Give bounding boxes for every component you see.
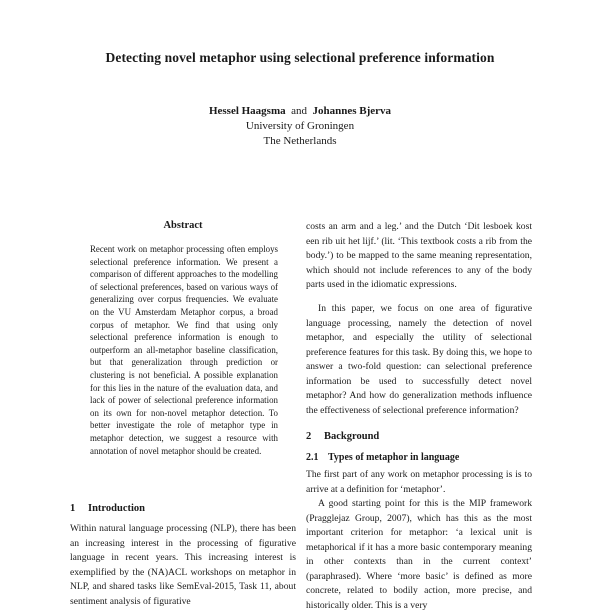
body-paragraph: The first part of any work on metaphor processing is is to arrive at a definition for ‘metaphor’. bbox=[306, 469, 532, 495]
paper-title: Detecting novel metaphor using selectional preference information bbox=[105, 50, 495, 65]
author-name: Hessel Haagsma bbox=[208, 105, 286, 117]
body-paragraph: In this paper, we focus on one area of figurative language processing, namely the detection of novel metaphor, and especially the utility of selectional preference features for this task. By doing this, we hope to answer a two-fold question: can selectional preference information be used to successfully detect novel metaphor? And how do generalization methods influence the effectiveness of selectional preference information? bbox=[306, 303, 532, 416]
subsection-title: Types of metaphor in language bbox=[328, 452, 460, 463]
author-country: The Netherlands bbox=[263, 135, 337, 147]
author-names bbox=[0, 104, 600, 119]
author-conjunction: and bbox=[291, 105, 308, 117]
subsection-number: 2.1 bbox=[306, 452, 319, 463]
author-block bbox=[0, 104, 600, 149]
subsection-heading bbox=[306, 452, 459, 463]
section-title: Introduction bbox=[88, 503, 145, 514]
author-affiliation: University of Groningen bbox=[245, 120, 355, 132]
introduction-paragraph: Within natural language processing (NLP), there has been an increasing interest in the processing of figurative language in recent years. This increasing interest is exemplified by the (NA)ACL workshops on metaphor in NLP, and shared tasks like SemEval-2015, Task 11, about sentiment analysis of figurative bbox=[70, 523, 296, 607]
section-number: 1 bbox=[70, 503, 76, 514]
body-paragraph: A good starting point for this is the MIP framework (Pragglejaz Group, 2007), which has this as the most important criterion for metaphor: ‘a lexical unit is metaphorical if it has a more basic contemporary meaning in other contexts than in the current context’ (paraphrased). Where ‘more basic’ is defined as more concrete, related to bodily action, more precise, and historically older. This is a very bbox=[306, 498, 532, 611]
author-name: Johannes Bjerva bbox=[312, 105, 392, 117]
abstract-heading: Abstract bbox=[163, 220, 203, 231]
body-paragraph: costs an arm and a leg.’ and the Dutch ‘Dit lesboek kost een rib uit het lijf.’ (lit. ‘This textbook costs a rib from the body.’) to be mapped to the same meaning representation, which should not include references to any of the body parts used in the idiomatic expressions. bbox=[306, 221, 532, 290]
section-number: 2 bbox=[306, 431, 312, 442]
section-heading-introduction bbox=[70, 503, 145, 514]
section-heading-background bbox=[306, 431, 379, 442]
section-title: Background bbox=[324, 431, 380, 442]
abstract-body: Recent work on metaphor processing often employs selectional preference information. We present a comparison of different approaches to the modelling of selectional preferences, based on various ways of generalizing over corpus frequencies. We evaluate on the VU Amsterdam Metaphor corpus, a broad corpus of metaphor. We find that using only selectional preference information is enough to outperform an all-metaphor baseline classification, but that generalization through prediction or clustering is not beneficial. A possible explanation for this lies in the nature of the evaluation data, and lack of power of selectional preference information on its own for non-novel metaphor detection. To better investigate the role of metaphor type in metaphor detection, we suggest a resource with annotation of novel metaphor should be created. bbox=[90, 244, 278, 456]
